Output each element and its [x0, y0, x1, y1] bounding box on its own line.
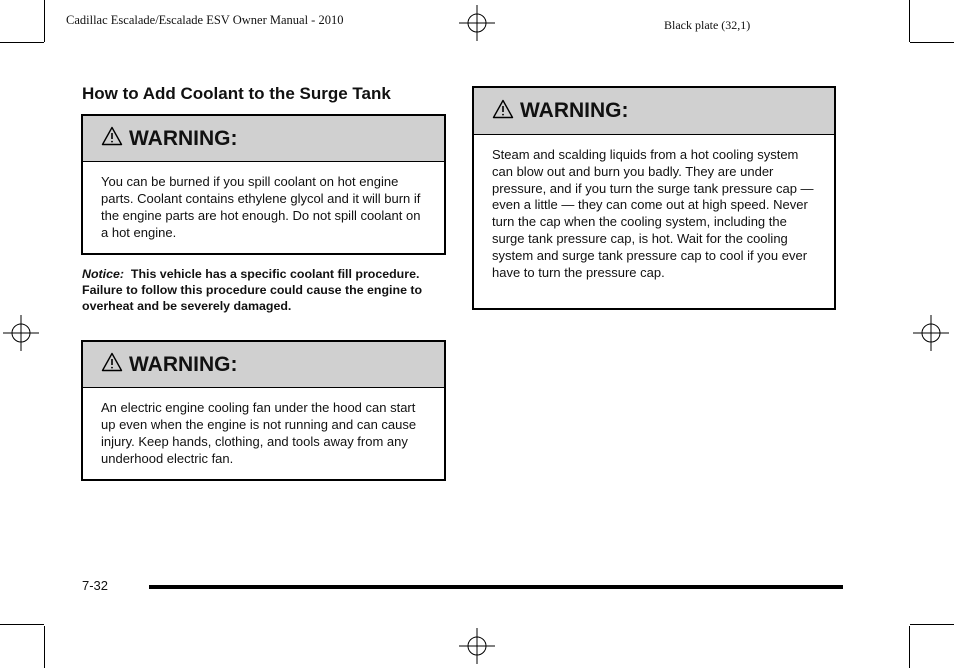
warning-text: You can be burned if you spill coolant on hot engine parts. Coolant contains ethylene glycol and it will burn if the engine parts are hot enough. Do not spill coolant on a hot engine.	[101, 174, 421, 240]
warning-triangle-icon	[101, 352, 123, 377]
registration-mark-icon	[459, 5, 495, 41]
warning-triangle-icon	[101, 126, 123, 151]
section-title: How to Add Coolant to the Surge Tank	[82, 84, 391, 103]
crop-mark	[44, 626, 45, 668]
notice-text: This vehicle has a specific coolant fill procedure. Failure to follow this procedure could cause the engine to overheat and be severely damaged.	[82, 267, 423, 314]
manual-title: Cadillac Escalade/Escalade ESV Owner Manual - 2010	[66, 13, 344, 27]
crop-mark	[0, 42, 44, 43]
crop-mark	[44, 0, 45, 42]
crop-mark	[909, 0, 910, 42]
crop-mark	[910, 624, 954, 625]
warning-text: Steam and scalding liquids from a hot cooling system can blow out and burn you badly. They are under pressure, and if you turn the surge tank pressure cap — even a little — they can come out at high speed. Never turn the cap when the cooling system, including the surge tank pressure cap, is hot. Wait for the cooling system and surge tank pressure cap to cool if you ever have to turn the pressure cap.	[492, 147, 814, 280]
notice-paragraph	[82, 266, 442, 315]
warning-header	[83, 116, 444, 162]
warning-triangle-icon	[492, 99, 514, 124]
warning-title: WARNING:	[129, 352, 238, 376]
warning-title: WARNING:	[129, 126, 238, 150]
notice-label: Notice:	[82, 267, 124, 281]
crop-mark	[0, 624, 44, 625]
crop-mark	[909, 626, 910, 668]
warning-title: WARNING:	[520, 99, 629, 122]
crop-mark	[910, 42, 954, 43]
warning-header	[83, 342, 444, 388]
warning-text: An electric engine cooling fan under the hood can start up even when the engine is not running and can cause injury. Keep hands, clothing, and tools away from any underhood electric fan.	[101, 400, 417, 466]
registration-mark-icon	[913, 315, 949, 351]
footer-rule	[149, 585, 843, 589]
warning-header	[474, 88, 834, 135]
warning-box	[81, 114, 446, 255]
plate-label: Black plate (32,1)	[664, 18, 751, 32]
registration-mark-icon	[459, 628, 495, 664]
page-number: 7-32	[82, 578, 109, 593]
warning-box	[472, 86, 836, 310]
registration-mark-icon	[3, 315, 39, 351]
warning-box	[81, 340, 446, 481]
